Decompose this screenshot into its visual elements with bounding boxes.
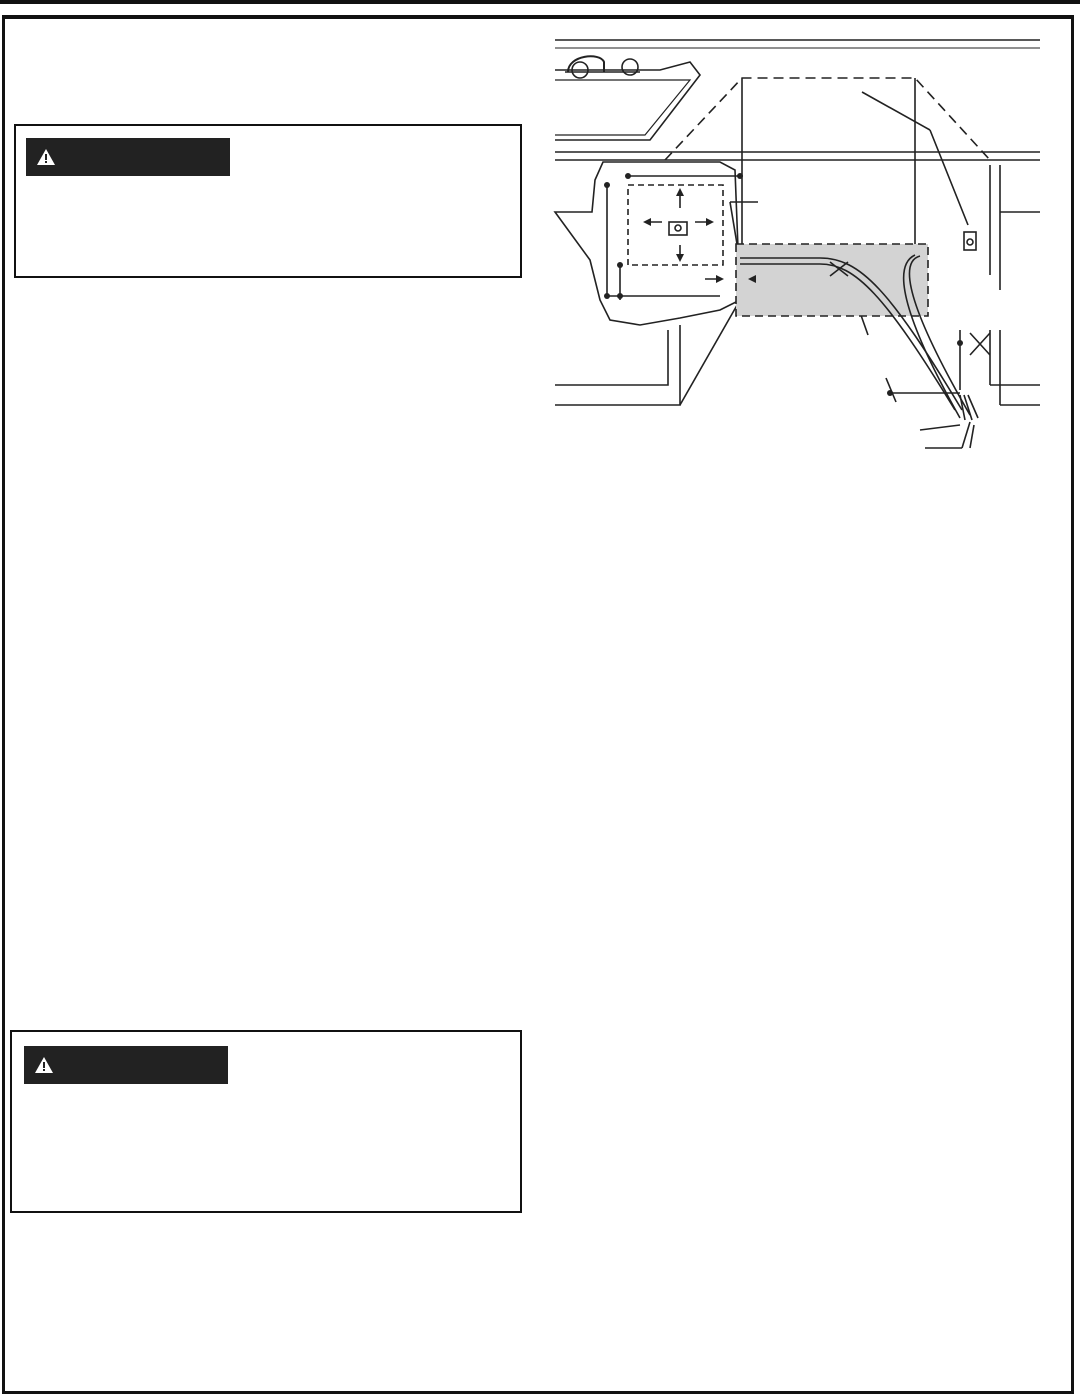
- warning-label-1: [26, 138, 230, 176]
- top-rule: [0, 0, 1080, 4]
- warning-triangle-icon: [34, 1056, 54, 1074]
- warning-box-2: [10, 1030, 522, 1213]
- warning-label-2: [24, 1046, 228, 1084]
- installation-diagram: [553, 34, 1043, 454]
- warning-box-1: [14, 124, 522, 278]
- warning-triangle-icon: [36, 148, 56, 166]
